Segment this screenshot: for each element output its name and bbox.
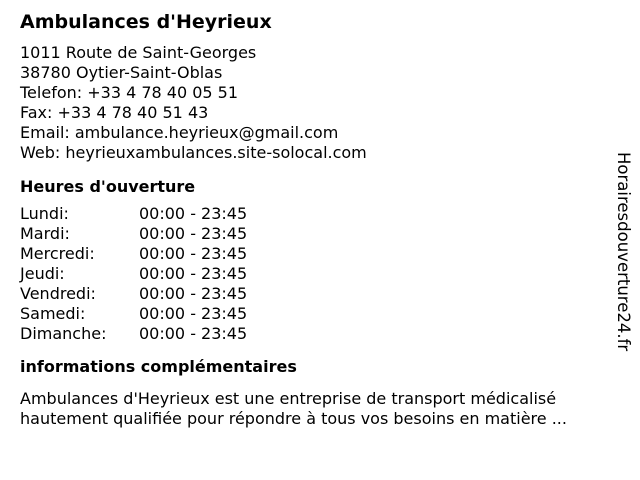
hours-day: Samedi:: [20, 304, 86, 323]
hours-row: [20, 204, 600, 224]
fax-text: Fax: +33 4 78 40 51 43: [20, 103, 209, 122]
hours-row: [20, 304, 600, 324]
business-name: Ambulances d'Heyrieux: [20, 11, 272, 33]
description: [20, 389, 600, 429]
hours-day: Jeudi:: [20, 264, 65, 283]
site-watermark: [611, 134, 635, 370]
hours-row: [20, 324, 600, 344]
hours-row: [20, 224, 600, 244]
hours-time: 00:00 - 23:45: [139, 324, 248, 343]
info-heading: informations complémentaires: [20, 357, 297, 376]
hours-time: 00:00 - 23:45: [139, 304, 248, 323]
hours-row: [20, 284, 600, 304]
hours-time: 00:00 - 23:45: [139, 284, 248, 303]
phone-text: Telefon: +33 4 78 40 05 51: [20, 83, 239, 102]
email-text: Email: ambulance.heyrieux@gmail.com: [20, 123, 339, 142]
hours-day: Mardi:: [20, 224, 70, 243]
contact-block: [20, 43, 600, 163]
hours-table: [20, 204, 600, 344]
hours-row: [20, 264, 600, 284]
description-line-2: hautement qualifiée pour répondre à tous vos besoins en matière ...: [20, 409, 567, 428]
hours-day: Vendredi:: [20, 284, 96, 303]
hours-day: Dimanche:: [20, 324, 107, 343]
hours-day: Lundi:: [20, 204, 69, 223]
hours-row: [20, 244, 600, 264]
watermark-text: Horairesdouverture24.fr: [614, 152, 633, 352]
hours-time: 00:00 - 23:45: [139, 224, 248, 243]
description-line-1: Ambulances d'Heyrieux est une entreprise de transport médicalisé: [20, 389, 557, 408]
hours-time: 00:00 - 23:45: [139, 204, 248, 223]
hours-time: 00:00 - 23:45: [139, 244, 248, 263]
web-text: Web: heyrieuxambulances.site-solocal.com: [20, 143, 367, 162]
address-line-1: 1011 Route de Saint-Georges: [20, 43, 257, 62]
address-line-2: 38780 Oytier-Saint-Oblas: [20, 63, 223, 82]
hours-day: Mercredi:: [20, 244, 95, 263]
hours-time: 00:00 - 23:45: [139, 264, 248, 283]
hours-heading: Heures d'ouverture: [20, 177, 196, 196]
business-card: [20, 10, 600, 429]
